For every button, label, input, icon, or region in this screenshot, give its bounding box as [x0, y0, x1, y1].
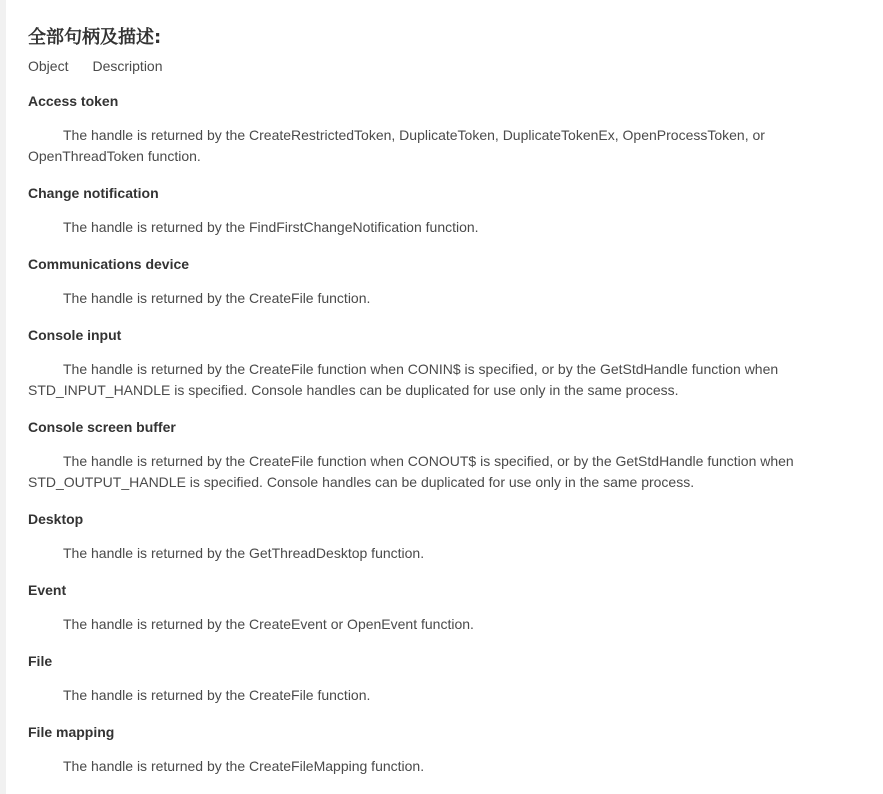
entry-description: The handle is returned by the CreateFile function.: [63, 687, 371, 703]
entry-description: The handle is returned by the CreateFileMapping function.: [63, 758, 425, 774]
column-header-description: Description: [92, 58, 163, 74]
entry-term: Console screen buffer: [28, 419, 176, 435]
list-item-event: [28, 581, 828, 635]
entry-term: Change notification: [28, 185, 159, 201]
page-title: 全部句柄及描述:: [28, 27, 162, 48]
entry-term: Communications device: [28, 256, 190, 272]
list-item-communications-device: [28, 255, 828, 309]
entry-description: The handle is returned by the CreateEvent or OpenEvent function.: [63, 616, 474, 632]
list-item-console-screen-buffer: [28, 418, 828, 493]
entry-description: The handle is returned by the CreateFile function.: [63, 290, 371, 306]
entry-term: File mapping: [28, 724, 115, 740]
list-item-console-input: [28, 326, 828, 401]
list-item-change-notification: [28, 184, 828, 238]
list-item-access-token: [28, 92, 828, 167]
list-item-file-mapping: [28, 723, 828, 777]
entry-term: Desktop: [28, 511, 84, 527]
entry-description: The handle is returned by the GetThreadDesktop function.: [63, 545, 425, 561]
entry-description: The handle is returned by the FindFirstChangeNotification function.: [63, 219, 479, 235]
left-gutter: [0, 0, 6, 794]
column-header-object: Object: [28, 58, 69, 74]
entry-term: File: [28, 653, 53, 669]
entry-description: The handle is returned by the CreateRestrictedToken, DuplicateToken, DuplicateTokenEx, OpenProcessToken, or OpenThreadToken function.: [28, 127, 765, 164]
list-item-file: [28, 652, 828, 706]
article-body: [28, 26, 828, 777]
entry-description: The handle is returned by the CreateFile function when CONIN$ is specified, or by the GetStdHandle function when STD_INPUT_HANDLE is specified. Console handles can be duplicated for use only in the same process.: [28, 361, 779, 398]
entry-description: The handle is returned by the CreateFile function when CONOUT$ is specified, or by the GetStdHandle function when STD_OUTPUT_HANDLE is specified. Console handles can be duplicated for use only in the same process.: [28, 453, 794, 490]
entry-term: Access token: [28, 93, 119, 109]
entry-term: Event: [28, 582, 67, 598]
entry-term: Console input: [28, 327, 122, 343]
list-item-desktop: [28, 510, 828, 564]
column-headers: [28, 57, 828, 75]
